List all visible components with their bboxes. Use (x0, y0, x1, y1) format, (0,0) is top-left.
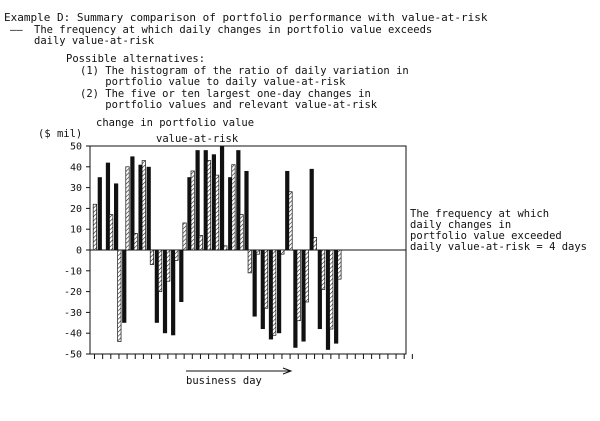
annotation-line-4: daily value-at-risk = 4 days (410, 241, 588, 253)
intro-line-2: daily value-at-risk (34, 35, 155, 47)
y-tick-label: -20 (63, 287, 82, 299)
annotation-line-1: The frequency at which (410, 208, 550, 220)
bar-value-at-risk (171, 250, 175, 335)
bar-portfolio-change (175, 250, 178, 260)
bar-portfolio-change (134, 233, 137, 250)
bar-portfolio-change (248, 250, 251, 273)
bar-portfolio-change (297, 250, 300, 321)
bar-value-at-risk (114, 183, 118, 250)
possible-alternatives-heading: Possible alternatives: (66, 53, 206, 65)
bar-portfolio-change (110, 215, 113, 250)
bar-value-at-risk (98, 177, 102, 250)
bar-portfolio-change (167, 250, 170, 281)
y-tick-label: -50 (63, 349, 82, 361)
bar-portfolio-change (126, 167, 129, 250)
y-tick-label: 40 (69, 162, 82, 174)
bar-portfolio-change (158, 250, 161, 292)
bar-value-at-risk (147, 167, 151, 250)
bar-portfolio-change (273, 250, 276, 335)
bar-portfolio-change (240, 215, 243, 250)
bar-portfolio-change (215, 175, 218, 250)
alternative-2-line-1: (2) The five or ten largest one-day changes in (80, 88, 371, 100)
bar-value-at-risk (220, 146, 224, 250)
y-tick-label: 50 (69, 141, 82, 153)
alternative-1-line-1: (1) The histogram of the ratio of daily variation in (80, 65, 409, 77)
y-tick-label: 30 (69, 183, 82, 195)
y-axis-label: ($ mil) (38, 128, 83, 140)
bar-portfolio-change (191, 171, 194, 250)
bar-value-at-risk (244, 171, 248, 250)
bar-portfolio-change (321, 250, 324, 290)
bar-portfolio-change (232, 165, 235, 250)
bar-value-at-risk (196, 150, 200, 250)
bar-portfolio-change (330, 250, 333, 329)
bar-portfolio-change (264, 250, 267, 308)
bar-portfolio-change (281, 250, 284, 254)
y-tick-label: 10 (69, 224, 82, 236)
alternative-1-line-2: portfolio value to daily value-at-risk (80, 76, 346, 88)
bar-portfolio-change (150, 250, 153, 265)
bar-portfolio-change (256, 250, 259, 254)
annotation-line-2: daily changes in (410, 219, 512, 231)
legend-series-1: change in portfolio value (96, 117, 255, 129)
y-tick-label: -30 (63, 307, 82, 319)
bar-portfolio-change (305, 250, 308, 302)
legend-series-2: value-at-risk (156, 133, 239, 145)
bar-value-at-risk (179, 250, 183, 302)
bar-portfolio-change (207, 161, 210, 250)
bar-portfolio-change (313, 238, 316, 250)
bar-portfolio-change (338, 250, 341, 279)
bar-portfolio-change (118, 250, 121, 342)
intro-line-1: The frequency at which daily changes in portfolio value exceeds (34, 24, 433, 36)
bar-portfolio-change (289, 192, 292, 250)
y-tick-label: 0 (75, 245, 82, 257)
bar-value-at-risk (277, 250, 281, 333)
bar-value-at-risk (122, 250, 126, 323)
x-axis-label: business day (186, 375, 262, 387)
alternative-2-line-2: portfolio values and relevant value-at-risk (80, 99, 378, 111)
page-title: Example D: Summary comparison of portfolio performance with value-at-risk (4, 11, 488, 24)
bar-portfolio-change (199, 235, 202, 250)
bar-portfolio-change (224, 246, 227, 250)
bar-portfolio-change (142, 161, 145, 250)
bar-portfolio-change (183, 223, 186, 250)
bar-portfolio-change (93, 204, 96, 250)
y-tick-label: 20 (69, 203, 82, 215)
y-tick-label: -10 (63, 266, 82, 278)
annotation-line-3: portfolio value exceeded (410, 230, 562, 242)
bullet-dash: —— (10, 24, 23, 36)
y-tick-label: -40 (63, 328, 82, 340)
bar-value-at-risk (253, 250, 257, 317)
